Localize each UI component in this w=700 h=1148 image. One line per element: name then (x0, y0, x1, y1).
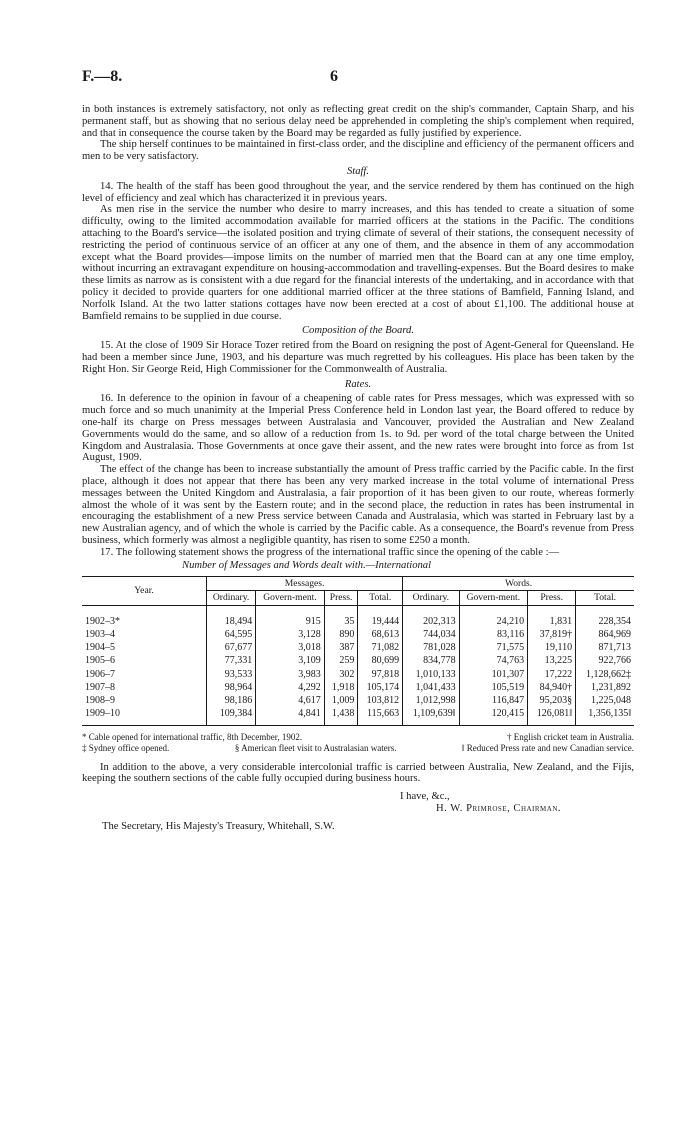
table-row (82, 681, 634, 694)
cell-words-total: 922,766 (576, 654, 634, 667)
cell-messages-press: 1,009 (324, 694, 358, 707)
cell-messages-press: 890 (324, 628, 358, 641)
cell-messages-ordinary: 18,494 (207, 605, 256, 628)
cell-messages-government: 3,983 (256, 668, 325, 681)
cell-words-press: 84,940† (528, 681, 576, 694)
closing-line: I have, &c., (400, 791, 450, 803)
cell-messages-press: 1,438 (324, 707, 358, 726)
cell-words-press: 17,222 (528, 668, 576, 681)
cell-words-total: 1,225,048 (576, 694, 634, 707)
cell-year (82, 681, 207, 694)
cell-year (82, 641, 207, 654)
footnote-press-rate: ‖ Reduced Press rate and new Canadian service. (462, 742, 634, 753)
footnote-line (82, 743, 634, 754)
cell-messages-total: 19,444 (358, 605, 403, 628)
cell-words-government: 105,519 (459, 681, 528, 694)
col-words-total: Total. (576, 591, 634, 605)
document-body (82, 104, 634, 832)
table-row (82, 641, 634, 654)
paragraph-14-continued: As men rise in the service the number who desire to marry increases, and this has tended to create a situation of some difficulty, owing to the limited accommodation available for married officers at the stations in the Pacific. The conditions attaching to the Board's service—the isolated position and trying climate of several of their stations, the consequent necessity of restricting the period of continuous service of an officer at any one of them, and the absence in them of any accommodation except what the Board provides—impose limits on the number of married men that the Board can at any one time employ, without incurring an extravagant expenditure on housing-accommodation and travelling-expenses. But the Board desires to make these limits as narrow as is consistent with a due regard for the financial interests of the undertaking, and in accordance with that policy it decided to provide quarters for one additional married officer at the three stations of Bamfield, Fanning Island, and Norfolk Island. At the two latter stations cottages have now been erected at a cost of about £1,100. The additional house at Bamfield remains to be supplied in due course. (82, 204, 634, 322)
cell-messages-total: 97,818 (358, 668, 403, 681)
cell-words-total: 1,128,662‡ (576, 668, 634, 681)
cell-year (82, 694, 207, 707)
year-label: 1903–4 (85, 628, 115, 640)
table-caption: Number of Messages and Words dealt with.—International (182, 560, 432, 572)
section-heading-board: Composition of the Board. (301, 325, 415, 337)
signature-block (82, 791, 634, 815)
cell-messages-press: 302 (324, 668, 358, 681)
table-row (82, 707, 634, 726)
year-label: 1909–10 (85, 708, 120, 720)
cell-words-ordinary: 1,109,639‖ (403, 707, 459, 726)
cell-messages-total: 80,699 (358, 654, 403, 667)
year-label: 1907–8 (85, 681, 115, 693)
footnote-cable-opened: * Cable opened for international traffic, 8th December, 1902. (82, 732, 303, 743)
paragraph-final: In addition to the above, a very considerable intercolonial traffic is carried between Australia, New Zealand, and the Fijis, keeping the southern sections of the cable fully occupied during business hours. (82, 761, 634, 785)
cell-messages-ordinary: 67,677 (207, 641, 256, 654)
cell-messages-ordinary: 93,533 (207, 668, 256, 681)
addressee: The Secretary, His Majesty's Treasury, Whitehall, S.W. (102, 820, 335, 832)
traffic-table (82, 576, 634, 726)
cell-messages-ordinary: 64,595 (207, 628, 256, 641)
cell-words-ordinary: 202,313 (403, 605, 459, 628)
cell-messages-press: 259 (324, 654, 358, 667)
cell-messages-ordinary: 77,331 (207, 654, 256, 667)
cell-messages-ordinary: 98,186 (207, 694, 256, 707)
table-row (82, 654, 634, 667)
cell-words-government: 71,575 (459, 641, 528, 654)
signatory-name: H. W. Primrose, Chairman. (436, 802, 562, 814)
group-header-words: Words. (403, 577, 634, 591)
cell-words-total: 871,713 (576, 641, 634, 654)
paragraph-continued: in both instances is extremely satisfactory, not only as reflecting great credit on the ship's commander, Captain Sharp, and his permanent staff, but as showing that no serious delay need be apprehended in completing the ship's complement when required, and that in consequence the course taken by the Board may be regarded as fully justified by experience. (82, 104, 634, 139)
cell-words-government: 24,210 (459, 605, 528, 628)
section-heading-rates: Rates. (344, 378, 372, 390)
col-messages-government: Govern-ment. (256, 591, 325, 605)
paragraph-14: 14. The health of the staff has been good throughout the year, and the service rendered by them has continued on the high level of efficiency and zeal which has characterized it in previous years. (82, 180, 634, 204)
year-label: 1902–3* (85, 615, 120, 627)
cell-year (82, 605, 207, 628)
paragraph-16: 16. In deference to the opinion in favour of a cheapening of cable rates for Press messages, which was expressed with so much force and so much unanimity at the Imperial Press Conference held in London last year, the Board offered to reduce by one-half its charge on Press messages between Australasia and Vancouver, provided the Australian and New Zealand Governments would do the same, and so allow of a reduction from 1s. to 9d. per word of the total charge between the United Kingdom and Australasia. Those Governments at once gave their assent, and the new rates were brought into force as from 1st August, 1909. (82, 393, 634, 464)
cell-words-government: 74,763 (459, 654, 528, 667)
col-words-press: Press. (528, 591, 576, 605)
cell-messages-press: 1,918 (324, 681, 358, 694)
paragraph-17: 17. The following statement shows the progress of the international traffic since the opening of the cable :— (100, 546, 560, 558)
paragraph-16-continued: The effect of the change has been to increase substantially the amount of Press traffic carried by the Pacific cable. In the first place, although it does not appear that there has been any very marked increase in the total volume of international Press messages between the United Kingdom and Australasia, a fair proportion of it has been given to our route, whereas formerly almost the whole of it was sent by the Eastern route; and in the second place, the reduction in rates has been instrumental in encouraging the establishment of a new Press service between Canada and Australasia, which was started in February last by a new Australian agency, and of which the whole is carried by the Pacific cable. As a consequence, the Board's revenue from Press business, which formerly was almost a negligible quantity, has risen to some £250 a month. (82, 464, 634, 546)
table-row (82, 605, 634, 628)
cell-words-government: 116,847 (459, 694, 528, 707)
cell-messages-government: 4,841 (256, 707, 325, 726)
cell-words-government: 120,415 (459, 707, 528, 726)
paragraph-15: 15. At the close of 1909 Sir Horace Tozer retired from the Board on resigning the post of Agent-General for Queensland. He had been a member since June, 1903, and his departure was much regretted by his colleagues. His place has been taken by the Right Hon. Sir George Reid, High Commissioner for the Commonwealth of Australia. (82, 340, 634, 375)
cell-words-ordinary: 1,010,133 (403, 668, 459, 681)
cell-words-ordinary: 744,034 (403, 628, 459, 641)
cell-messages-government: 3,109 (256, 654, 325, 667)
table-row (82, 628, 634, 641)
col-messages-ordinary: Ordinary. (207, 591, 256, 605)
cell-messages-total: 105,174 (358, 681, 403, 694)
cell-words-total: 1,231,892 (576, 681, 634, 694)
cell-messages-government: 4,617 (256, 694, 325, 707)
table-row (82, 668, 634, 681)
cell-year (82, 654, 207, 667)
cell-messages-press: 35 (324, 605, 358, 628)
cell-words-government: 101,307 (459, 668, 528, 681)
footnote-line (82, 732, 634, 743)
cell-messages-press: 387 (324, 641, 358, 654)
cell-year (82, 707, 207, 726)
cell-words-press: 95,203§ (528, 694, 576, 707)
cell-words-total: 864,969 (576, 628, 634, 641)
group-header-messages: Messages. (207, 577, 403, 591)
year-label: 1904–5 (85, 642, 115, 654)
cell-words-government: 83,116 (459, 628, 528, 641)
cell-year (82, 668, 207, 681)
cell-messages-government: 4,292 (256, 681, 325, 694)
document-reference: F.—8. (82, 68, 123, 85)
cell-messages-total: 68,613 (358, 628, 403, 641)
footnote-fleet: § American fleet visit to Australasian waters. (234, 742, 397, 753)
cell-messages-government: 915 (256, 605, 325, 628)
footnote-cricket: † English cricket team in Australia. (507, 732, 634, 743)
cell-messages-total: 115,663 (358, 707, 403, 726)
cell-messages-total: 71,082 (358, 641, 403, 654)
table-footnotes (82, 732, 634, 753)
section-heading-staff: Staff. (346, 165, 370, 177)
cell-words-press: 37,819† (528, 628, 576, 641)
col-messages-press: Press. (324, 591, 358, 605)
cell-words-ordinary: 1,041,433 (403, 681, 459, 694)
cell-words-press: 1,831 (528, 605, 576, 628)
cell-messages-government: 3,018 (256, 641, 325, 654)
year-label: 1908–9 (85, 694, 115, 706)
cell-words-total: 228,354 (576, 605, 634, 628)
cell-words-ordinary: 1,012,998 (403, 694, 459, 707)
year-label: 1906–7 (85, 668, 115, 680)
cell-messages-government: 3,128 (256, 628, 325, 641)
cell-words-press: 126,081‖ (528, 707, 576, 726)
cell-words-ordinary: 781,028 (403, 641, 459, 654)
cell-words-ordinary: 834,778 (403, 654, 459, 667)
col-words-government: Govern-ment. (459, 591, 528, 605)
col-words-ordinary: Ordinary. (403, 591, 459, 605)
cell-words-press: 13,225 (528, 654, 576, 667)
table-row (82, 694, 634, 707)
page-number: 6 (330, 68, 338, 85)
cell-year (82, 628, 207, 641)
cell-words-press: 19,110 (528, 641, 576, 654)
cell-messages-ordinary: 109,384 (207, 707, 256, 726)
footnote-sydney: ‡ Sydney office opened. (82, 742, 170, 753)
col-messages-total: Total. (358, 591, 403, 605)
cell-messages-ordinary: 98,964 (207, 681, 256, 694)
cell-messages-total: 103,812 (358, 694, 403, 707)
paragraph-ship: The ship herself continues to be maintained in first-class order, and the discipline and efficiency of the permanent officers and men to be very satisfactory. (82, 139, 634, 163)
year-label: 1905–6 (85, 655, 115, 667)
cell-words-total: 1,356,135‖ (576, 707, 634, 726)
page-header (82, 68, 630, 88)
col-year-header: Year. (82, 577, 207, 605)
